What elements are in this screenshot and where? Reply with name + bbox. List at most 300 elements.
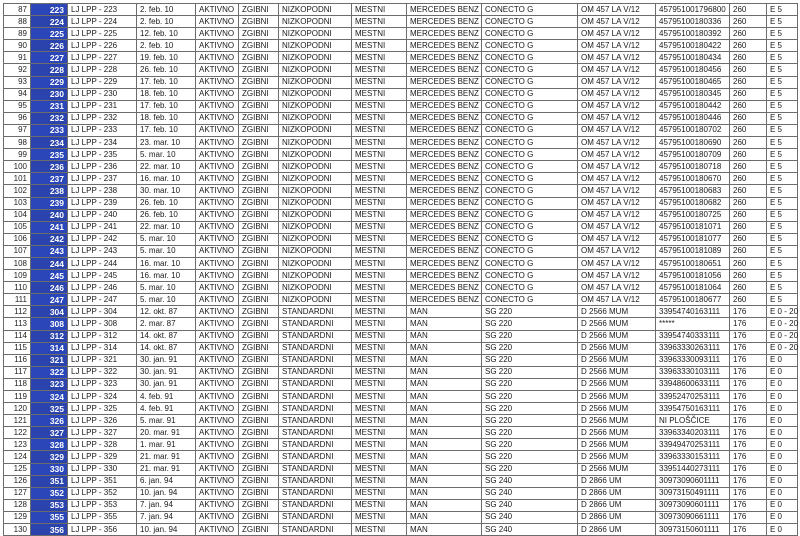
model-cell: SG 220: [482, 330, 578, 342]
registration-cell: LJ LPP - 226: [68, 40, 137, 52]
power-kw-cell: 260: [730, 233, 767, 245]
vehicle-code-cell: 356: [31, 524, 68, 536]
power-kw-cell: 260: [730, 294, 767, 306]
status-cell: AKTIVNO: [196, 342, 239, 354]
vehicle-code-cell: 226: [31, 40, 68, 52]
manufacturer-cell: MAN: [407, 427, 482, 439]
emission-class-cell: E 5: [767, 197, 798, 209]
body-type-cell: ZGIBNI: [239, 463, 279, 475]
table-row: [4, 391, 798, 403]
status-cell: AKTIVNO: [196, 100, 239, 112]
registration-date-cell: 23. mar. 10: [137, 137, 196, 149]
manufacturer-cell: MAN: [407, 354, 482, 366]
table-row: [4, 197, 798, 209]
usage-cell: MESTNI: [352, 524, 407, 536]
model-cell: CONECTO G: [482, 137, 578, 149]
usage-cell: MESTNI: [352, 427, 407, 439]
chassis-number-cell: 33948600633111: [656, 378, 730, 390]
vehicle-code-cell: 353: [31, 499, 68, 511]
chassis-number-cell: 45795100180392: [656, 28, 730, 40]
registration-date-cell: 17. feb. 10: [137, 76, 196, 88]
registration-cell: LJ LPP - 327: [68, 427, 137, 439]
status-cell: AKTIVNO: [196, 318, 239, 330]
vehicle-code-cell: 245: [31, 270, 68, 282]
power-kw-cell: 176: [730, 403, 767, 415]
model-cell: SG 220: [482, 403, 578, 415]
emission-class-cell: E 5: [767, 221, 798, 233]
power-kw-cell: 260: [730, 270, 767, 282]
floor-type-cell: NIZKOPODNI: [279, 28, 352, 40]
registration-date-cell: 12. feb. 10: [137, 28, 196, 40]
manufacturer-cell: MERCEDES BENZ: [407, 28, 482, 40]
row-number-cell: 122: [4, 427, 31, 439]
row-number-cell: 110: [4, 282, 31, 294]
status-cell: AKTIVNO: [196, 511, 239, 523]
row-number-cell: 125: [4, 463, 31, 475]
usage-cell: MESTNI: [352, 64, 407, 76]
registration-date-cell: 2. mar. 87: [137, 318, 196, 330]
engine-type-cell: OM 457 LA V/12: [578, 282, 656, 294]
registration-date-cell: 2. feb. 10: [137, 40, 196, 52]
chassis-number-cell: 33963340203111: [656, 427, 730, 439]
registration-date-cell: 4. feb. 91: [137, 403, 196, 415]
body-type-cell: ZGIBNI: [239, 64, 279, 76]
model-cell: CONECTO G: [482, 149, 578, 161]
engine-type-cell: OM 457 LA V/12: [578, 221, 656, 233]
engine-type-cell: D 2566 MUM: [578, 318, 656, 330]
status-cell: AKTIVNO: [196, 185, 239, 197]
vehicle-code-cell: 329: [31, 451, 68, 463]
chassis-number-cell: 45795100180709: [656, 149, 730, 161]
registration-date-cell: 18. feb. 10: [137, 88, 196, 100]
table-row: [4, 366, 798, 378]
registration-date-cell: 21. mar. 91: [137, 463, 196, 475]
row-number-cell: 121: [4, 415, 31, 427]
power-kw-cell: 176: [730, 366, 767, 378]
manufacturer-cell: MAN: [407, 439, 482, 451]
engine-type-cell: OM 457 LA V/12: [578, 4, 656, 16]
registration-date-cell: 7. jan. 94: [137, 511, 196, 523]
usage-cell: MESTNI: [352, 149, 407, 161]
table-row: [4, 221, 798, 233]
status-cell: AKTIVNO: [196, 499, 239, 511]
power-kw-cell: 260: [730, 76, 767, 88]
emission-class-cell: E 0: [767, 427, 798, 439]
status-cell: AKTIVNO: [196, 354, 239, 366]
vehicle-code-cell: 229: [31, 76, 68, 88]
usage-cell: MESTNI: [352, 511, 407, 523]
row-number-cell: 98: [4, 137, 31, 149]
status-cell: AKTIVNO: [196, 40, 239, 52]
usage-cell: MESTNI: [352, 318, 407, 330]
model-cell: SG 220: [482, 342, 578, 354]
status-cell: AKTIVNO: [196, 28, 239, 40]
status-cell: AKTIVNO: [196, 137, 239, 149]
model-cell: SG 220: [482, 318, 578, 330]
table-row: [4, 233, 798, 245]
table-row: [4, 76, 798, 88]
power-kw-cell: 260: [730, 161, 767, 173]
emission-class-cell: E 0: [767, 499, 798, 511]
vehicle-code-cell: 223: [31, 4, 68, 16]
vehicle-code-cell: 324: [31, 391, 68, 403]
power-kw-cell: 260: [730, 40, 767, 52]
vehicle-code-cell: 328: [31, 439, 68, 451]
registration-cell: LJ LPP - 232: [68, 112, 137, 124]
table-row: [4, 28, 798, 40]
emission-class-cell: E 5: [767, 257, 798, 269]
engine-type-cell: D 2566 MUM: [578, 439, 656, 451]
chassis-number-cell: 45795100181064: [656, 282, 730, 294]
floor-type-cell: STANDARDNI: [279, 415, 352, 427]
status-cell: AKTIVNO: [196, 88, 239, 100]
engine-type-cell: OM 457 LA V/12: [578, 100, 656, 112]
chassis-number-cell: 33954740333111: [656, 330, 730, 342]
vehicle-code-cell: 243: [31, 245, 68, 257]
vehicle-code-cell: 321: [31, 354, 68, 366]
usage-cell: MESTNI: [352, 124, 407, 136]
manufacturer-cell: MERCEDES BENZ: [407, 100, 482, 112]
body-type-cell: ZGIBNI: [239, 28, 279, 40]
registration-date-cell: 10. jan. 94: [137, 524, 196, 536]
manufacturer-cell: MAN: [407, 391, 482, 403]
status-cell: AKTIVNO: [196, 161, 239, 173]
power-kw-cell: 176: [730, 427, 767, 439]
model-cell: CONECTO G: [482, 52, 578, 64]
status-cell: AKTIVNO: [196, 427, 239, 439]
status-cell: AKTIVNO: [196, 451, 239, 463]
table-row: [4, 524, 798, 536]
manufacturer-cell: MERCEDES BENZ: [407, 137, 482, 149]
vehicle-code-cell: 230: [31, 88, 68, 100]
row-number-cell: 104: [4, 209, 31, 221]
floor-type-cell: NIZKOPODNI: [279, 100, 352, 112]
registration-date-cell: 2. feb. 10: [137, 4, 196, 16]
floor-type-cell: STANDARDNI: [279, 463, 352, 475]
chassis-number-cell: 33963330103111: [656, 366, 730, 378]
row-number-cell: 107: [4, 245, 31, 257]
usage-cell: MESTNI: [352, 16, 407, 28]
table-row: [4, 487, 798, 499]
emission-class-cell: E 0 - 20: [767, 342, 798, 354]
chassis-number-cell: 45795100180446: [656, 112, 730, 124]
registration-cell: LJ LPP - 356: [68, 524, 137, 536]
model-cell: CONECTO G: [482, 4, 578, 16]
power-kw-cell: 176: [730, 391, 767, 403]
row-number-cell: 90: [4, 40, 31, 52]
chassis-number-cell: 45795100180718: [656, 161, 730, 173]
model-cell: SG 220: [482, 463, 578, 475]
table-row: [4, 439, 798, 451]
body-type-cell: ZGIBNI: [239, 197, 279, 209]
manufacturer-cell: MAN: [407, 487, 482, 499]
model-cell: CONECTO G: [482, 64, 578, 76]
registration-date-cell: 30. jan. 91: [137, 354, 196, 366]
model-cell: CONECTO G: [482, 233, 578, 245]
model-cell: CONECTO G: [482, 173, 578, 185]
registration-cell: LJ LPP - 321: [68, 354, 137, 366]
floor-type-cell: STANDARDNI: [279, 306, 352, 318]
engine-type-cell: OM 457 LA V/12: [578, 294, 656, 306]
engine-type-cell: D 2566 MUM: [578, 427, 656, 439]
usage-cell: MESTNI: [352, 282, 407, 294]
emission-class-cell: E 5: [767, 209, 798, 221]
manufacturer-cell: MAN: [407, 524, 482, 536]
engine-type-cell: D 2566 MUM: [578, 403, 656, 415]
vehicle-code-cell: 355: [31, 511, 68, 523]
emission-class-cell: E 0: [767, 524, 798, 536]
manufacturer-cell: MAN: [407, 378, 482, 390]
body-type-cell: ZGIBNI: [239, 306, 279, 318]
registration-cell: LJ LPP - 225: [68, 28, 137, 40]
registration-cell: LJ LPP - 246: [68, 282, 137, 294]
registration-date-cell: 5. mar. 10: [137, 149, 196, 161]
chassis-number-cell: 45795100180456: [656, 64, 730, 76]
manufacturer-cell: MERCEDES BENZ: [407, 52, 482, 64]
engine-type-cell: D 2566 MUM: [578, 463, 656, 475]
body-type-cell: ZGIBNI: [239, 403, 279, 415]
engine-type-cell: D 2866 UM: [578, 524, 656, 536]
emission-class-cell: E 5: [767, 112, 798, 124]
power-kw-cell: 260: [730, 124, 767, 136]
vehicle-code-cell: 235: [31, 149, 68, 161]
floor-type-cell: NIZKOPODNI: [279, 149, 352, 161]
floor-type-cell: STANDARDNI: [279, 342, 352, 354]
floor-type-cell: STANDARDNI: [279, 378, 352, 390]
model-cell: SG 220: [482, 378, 578, 390]
registration-cell: LJ LPP - 322: [68, 366, 137, 378]
row-number-cell: 119: [4, 391, 31, 403]
status-cell: AKTIVNO: [196, 257, 239, 269]
emission-class-cell: E 0: [767, 415, 798, 427]
manufacturer-cell: MERCEDES BENZ: [407, 294, 482, 306]
chassis-number-cell: 45795100180702: [656, 124, 730, 136]
chassis-number-cell: 30973150601111: [656, 524, 730, 536]
table-row: [4, 100, 798, 112]
body-type-cell: ZGIBNI: [239, 270, 279, 282]
status-cell: AKTIVNO: [196, 4, 239, 16]
floor-type-cell: NIZKOPODNI: [279, 52, 352, 64]
chassis-number-cell: 30973090601111: [656, 475, 730, 487]
body-type-cell: ZGIBNI: [239, 100, 279, 112]
engine-type-cell: D 2866 UM: [578, 511, 656, 523]
registration-cell: LJ LPP - 314: [68, 342, 137, 354]
registration-cell: LJ LPP - 247: [68, 294, 137, 306]
table-row: [4, 270, 798, 282]
chassis-number-cell: 33949470253111: [656, 439, 730, 451]
status-cell: AKTIVNO: [196, 270, 239, 282]
chassis-number-cell: 45795100180683: [656, 185, 730, 197]
chassis-number-cell: 45795100180670: [656, 173, 730, 185]
model-cell: SG 220: [482, 354, 578, 366]
usage-cell: MESTNI: [352, 112, 407, 124]
body-type-cell: ZGIBNI: [239, 282, 279, 294]
manufacturer-cell: MAN: [407, 366, 482, 378]
chassis-number-cell: 30973090601111: [656, 499, 730, 511]
status-cell: AKTIVNO: [196, 197, 239, 209]
model-cell: CONECTO G: [482, 270, 578, 282]
table-row: [4, 451, 798, 463]
usage-cell: MESTNI: [352, 391, 407, 403]
power-kw-cell: 176: [730, 499, 767, 511]
floor-type-cell: STANDARDNI: [279, 318, 352, 330]
registration-cell: LJ LPP - 312: [68, 330, 137, 342]
model-cell: CONECTO G: [482, 76, 578, 88]
chassis-number-cell: 45795100180336: [656, 16, 730, 28]
usage-cell: MESTNI: [352, 173, 407, 185]
power-kw-cell: 260: [730, 257, 767, 269]
model-cell: CONECTO G: [482, 221, 578, 233]
registration-date-cell: 18. feb. 10: [137, 112, 196, 124]
emission-class-cell: E 5: [767, 245, 798, 257]
chassis-number-cell: 45795100181089: [656, 245, 730, 257]
power-kw-cell: 176: [730, 354, 767, 366]
registration-date-cell: 12. okt. 87: [137, 306, 196, 318]
vehicle-code-cell: 242: [31, 233, 68, 245]
vehicle-code-cell: 327: [31, 427, 68, 439]
power-kw-cell: 260: [730, 52, 767, 64]
engine-type-cell: D 2566 MUM: [578, 354, 656, 366]
registration-date-cell: 19. feb. 10: [137, 52, 196, 64]
floor-type-cell: NIZKOPODNI: [279, 161, 352, 173]
model-cell: CONECTO G: [482, 112, 578, 124]
row-number-cell: 102: [4, 185, 31, 197]
vehicle-code-cell: 238: [31, 185, 68, 197]
table-row: [4, 415, 798, 427]
body-type-cell: ZGIBNI: [239, 439, 279, 451]
chassis-number-cell: 45795100180465: [656, 76, 730, 88]
emission-class-cell: E 0: [767, 511, 798, 523]
engine-type-cell: OM 457 LA V/12: [578, 28, 656, 40]
registration-date-cell: 10. jan. 94: [137, 487, 196, 499]
manufacturer-cell: MERCEDES BENZ: [407, 16, 482, 28]
floor-type-cell: NIZKOPODNI: [279, 294, 352, 306]
vehicle-code-cell: 314: [31, 342, 68, 354]
model-cell: SG 240: [482, 487, 578, 499]
usage-cell: MESTNI: [352, 100, 407, 112]
chassis-number-cell: 45795100180422: [656, 40, 730, 52]
floor-type-cell: STANDARDNI: [279, 487, 352, 499]
table-row: [4, 40, 798, 52]
emission-class-cell: E 5: [767, 40, 798, 52]
body-type-cell: ZGIBNI: [239, 233, 279, 245]
body-type-cell: ZGIBNI: [239, 76, 279, 88]
manufacturer-cell: MERCEDES BENZ: [407, 64, 482, 76]
table-row: [4, 475, 798, 487]
row-number-cell: 129: [4, 511, 31, 523]
row-number-cell: 103: [4, 197, 31, 209]
vehicle-code-cell: 247: [31, 294, 68, 306]
registration-cell: LJ LPP - 308: [68, 318, 137, 330]
row-number-cell: 88: [4, 16, 31, 28]
row-number-cell: 112: [4, 306, 31, 318]
body-type-cell: ZGIBNI: [239, 511, 279, 523]
registration-date-cell: 16. mar. 10: [137, 270, 196, 282]
power-kw-cell: 260: [730, 245, 767, 257]
registration-cell: LJ LPP - 229: [68, 76, 137, 88]
usage-cell: MESTNI: [352, 161, 407, 173]
row-number-cell: 114: [4, 330, 31, 342]
usage-cell: MESTNI: [352, 137, 407, 149]
chassis-number-cell: 45795100180690: [656, 137, 730, 149]
power-kw-cell: 260: [730, 64, 767, 76]
registration-cell: LJ LPP - 237: [68, 173, 137, 185]
chassis-number-cell: 33954740163111: [656, 306, 730, 318]
row-number-cell: 92: [4, 64, 31, 76]
engine-type-cell: D 2566 MUM: [578, 342, 656, 354]
status-cell: AKTIVNO: [196, 149, 239, 161]
chassis-number-cell: 45795100180682: [656, 197, 730, 209]
engine-type-cell: D 2866 UM: [578, 475, 656, 487]
manufacturer-cell: MAN: [407, 475, 482, 487]
table-row: [4, 161, 798, 173]
body-type-cell: ZGIBNI: [239, 415, 279, 427]
registration-date-cell: 14. okt. 87: [137, 330, 196, 342]
manufacturer-cell: MERCEDES BENZ: [407, 233, 482, 245]
chassis-number-cell: 45795100180725: [656, 209, 730, 221]
power-kw-cell: 260: [730, 16, 767, 28]
emission-class-cell: E 5: [767, 76, 798, 88]
vehicle-code-cell: 304: [31, 306, 68, 318]
body-type-cell: ZGIBNI: [239, 88, 279, 100]
status-cell: AKTIVNO: [196, 112, 239, 124]
body-type-cell: ZGIBNI: [239, 391, 279, 403]
row-number-cell: 95: [4, 100, 31, 112]
vehicle-code-cell: 326: [31, 415, 68, 427]
emission-class-cell: E 0: [767, 403, 798, 415]
floor-type-cell: NIZKOPODNI: [279, 76, 352, 88]
usage-cell: MESTNI: [352, 354, 407, 366]
body-type-cell: ZGIBNI: [239, 475, 279, 487]
emission-class-cell: E 0 - 20: [767, 330, 798, 342]
floor-type-cell: NIZKOPODNI: [279, 233, 352, 245]
registration-date-cell: 4. feb. 91: [137, 391, 196, 403]
status-cell: AKTIVNO: [196, 16, 239, 28]
power-kw-cell: 260: [730, 112, 767, 124]
emission-class-cell: E 5: [767, 100, 798, 112]
body-type-cell: ZGIBNI: [239, 245, 279, 257]
power-kw-cell: 176: [730, 511, 767, 523]
registration-cell: LJ LPP - 245: [68, 270, 137, 282]
model-cell: SG 220: [482, 451, 578, 463]
floor-type-cell: NIZKOPODNI: [279, 282, 352, 294]
registration-cell: LJ LPP - 244: [68, 257, 137, 269]
manufacturer-cell: MAN: [407, 511, 482, 523]
registration-cell: LJ LPP - 223: [68, 4, 137, 16]
manufacturer-cell: MERCEDES BENZ: [407, 161, 482, 173]
power-kw-cell: 176: [730, 318, 767, 330]
registration-cell: LJ LPP - 230: [68, 88, 137, 100]
vehicle-code-cell: 237: [31, 173, 68, 185]
power-kw-cell: 260: [730, 197, 767, 209]
usage-cell: MESTNI: [352, 52, 407, 64]
manufacturer-cell: MAN: [407, 342, 482, 354]
status-cell: AKTIVNO: [196, 524, 239, 536]
engine-type-cell: D 2566 MUM: [578, 330, 656, 342]
model-cell: SG 240: [482, 511, 578, 523]
floor-type-cell: STANDARDNI: [279, 427, 352, 439]
table-row: [4, 511, 798, 523]
table-row: [4, 52, 798, 64]
manufacturer-cell: MAN: [407, 451, 482, 463]
table-body: [4, 4, 798, 536]
registration-date-cell: 6. jan. 94: [137, 475, 196, 487]
model-cell: CONECTO G: [482, 245, 578, 257]
status-cell: AKTIVNO: [196, 209, 239, 221]
floor-type-cell: NIZKOPODNI: [279, 137, 352, 149]
power-kw-cell: 176: [730, 306, 767, 318]
floor-type-cell: STANDARDNI: [279, 451, 352, 463]
